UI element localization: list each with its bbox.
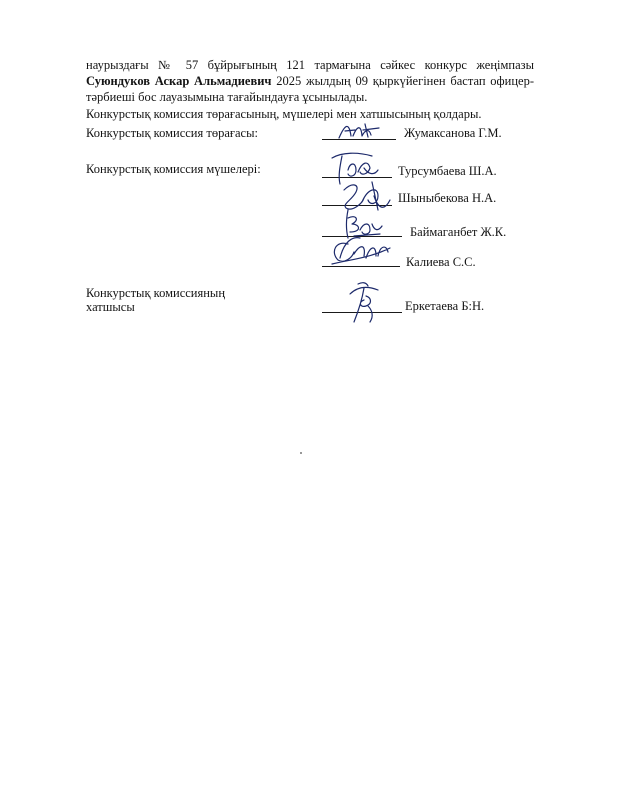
secretary-label-line-2: хатшысы (86, 300, 135, 314)
member-4-name: Калиева С.С. (406, 255, 476, 269)
secretary-name: Еркетаева Б:Н. (405, 299, 485, 313)
chair-signature (335, 118, 387, 144)
member-3-name: Баймаганбет Ж.К. (410, 225, 507, 239)
signatures-note: Конкурстық комиссия төрағасының, мүшелері мен хатшысының қолдары. (86, 107, 482, 121)
member-1-name: Турсумбаева Ш.А. (398, 164, 497, 178)
member-2-name: Шыныбекова Н.А. (398, 191, 497, 205)
stray-dot (300, 452, 302, 454)
winner-name: Суюндуков Аскар Альмадиевич (86, 74, 272, 88)
chair-label: Конкурстық комиссия төрағасы: (86, 126, 258, 140)
secretary-label-line-1: Конкурстық комиссияның (86, 286, 226, 300)
members-label: Конкурстық комиссия мүшелері: (86, 162, 261, 176)
member-4-signature (326, 234, 392, 270)
decision-paragraph (86, 57, 534, 105)
secretary-signature (344, 280, 384, 326)
paragraph-line-1: наурыздағы № 57 бұйрығының 121 тармағына сәйкес конкурс жеңімпазы (86, 58, 534, 72)
paragraph-rest: 2025 жылдың 09 қыркүйегінен бастап офицер-тәрбиеші бос лауазымына тағайындауға ұсынылады. (86, 74, 534, 104)
chair-name: Жумаксанова Г.М. (404, 126, 502, 140)
